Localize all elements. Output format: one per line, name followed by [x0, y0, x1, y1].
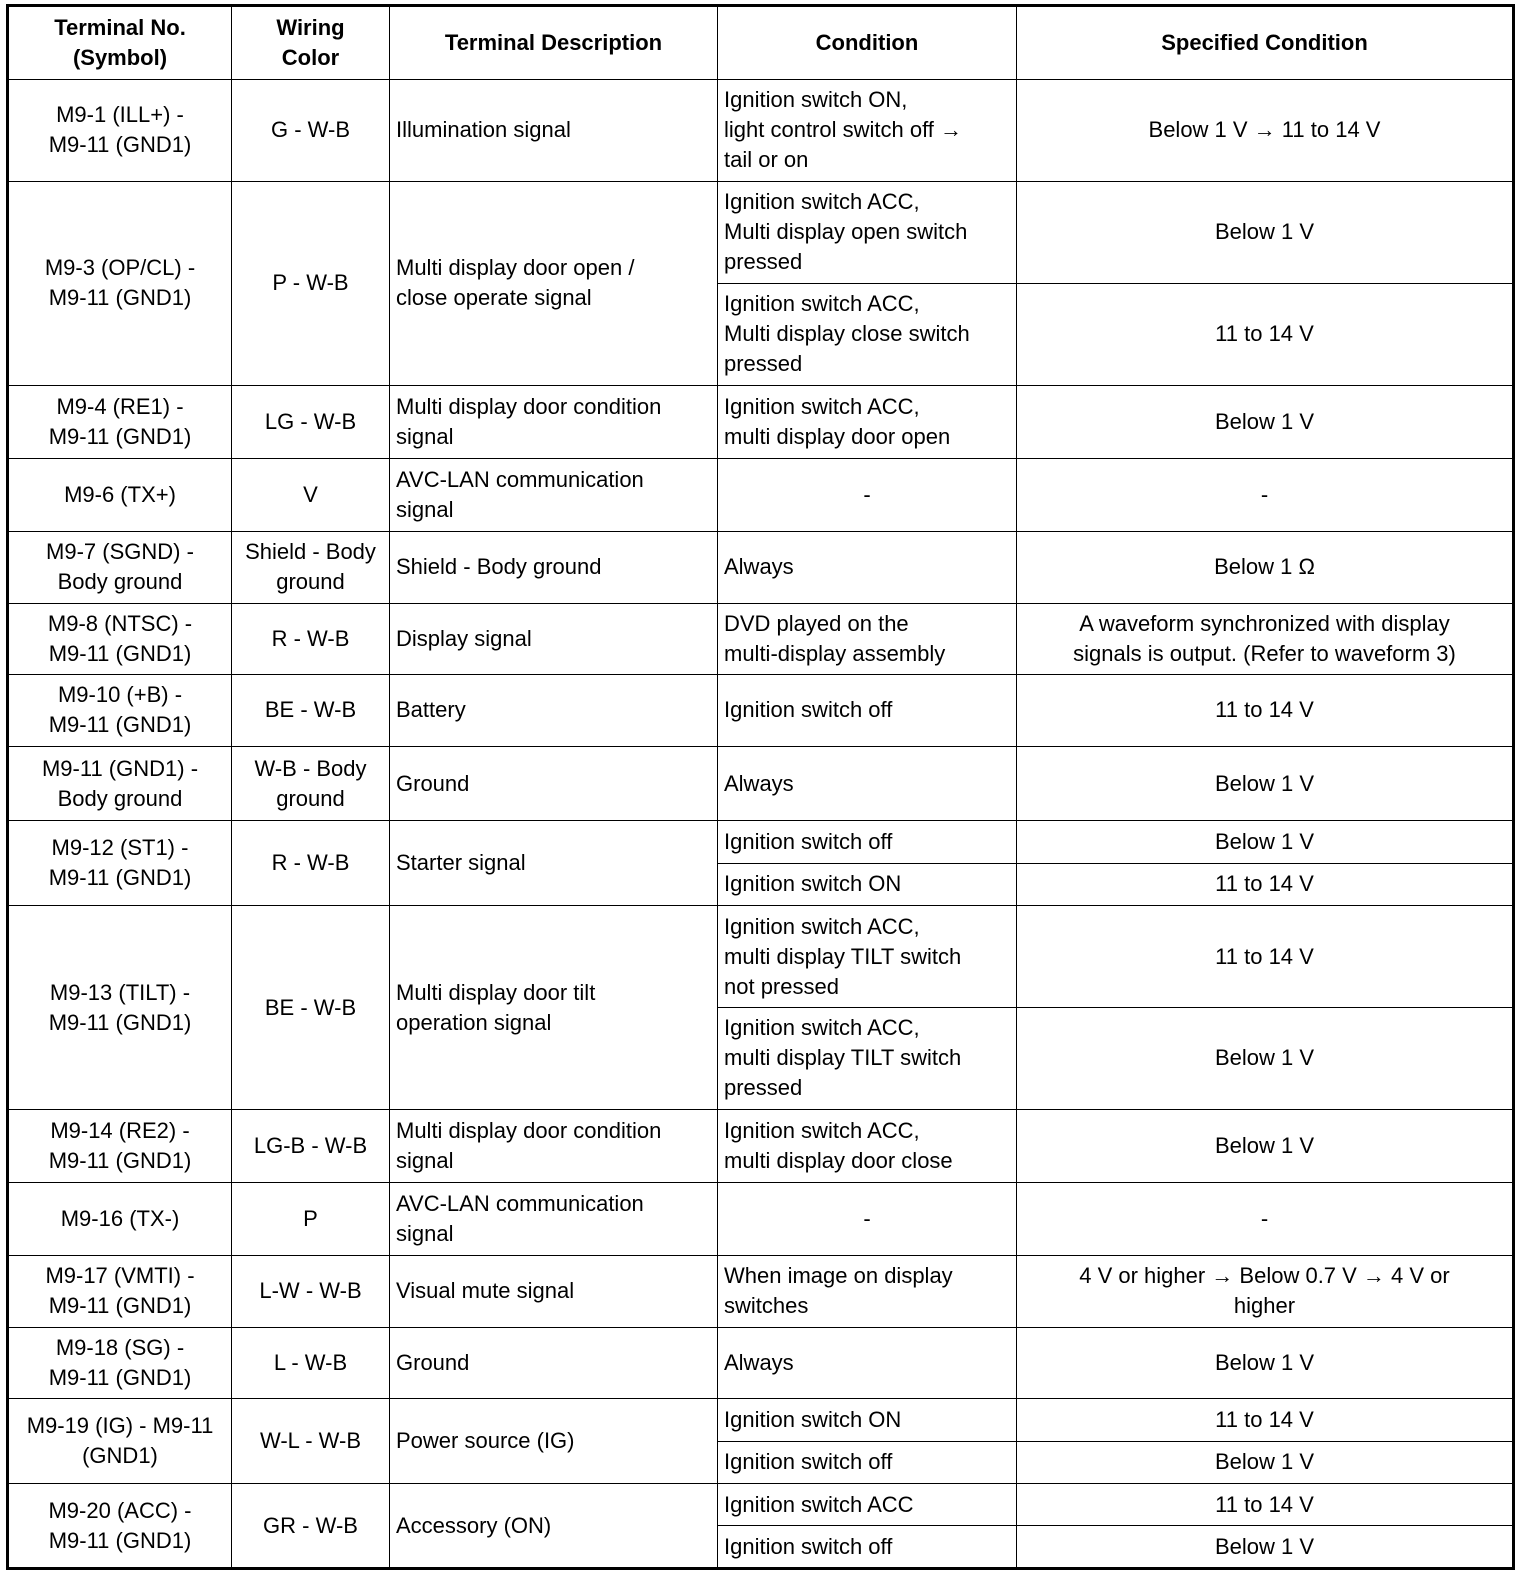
terminal-description-cell: Shield - Body ground	[390, 531, 718, 603]
terminal-description-cell: Multi display door condition signal	[390, 1109, 718, 1182]
header-condition: Condition	[718, 6, 1017, 80]
table-row	[8, 1484, 1514, 1526]
terminal-cell: M9-8 (NTSC) - M9-11 (GND1)	[8, 603, 232, 675]
specified-condition-cell: Below 1 V	[1017, 1327, 1514, 1399]
condition-cell: Ignition switch off	[718, 675, 1017, 747]
terminal-description-cell: Ground	[390, 1327, 718, 1399]
terminal-cell: M9-7 (SGND) - Body ground	[8, 531, 232, 603]
table-row	[8, 459, 1514, 532]
specified-condition-cell: 11 to 14 V	[1017, 675, 1514, 747]
specified-condition-cell: 4 V or higher → Below 0.7 V → 4 V or higher	[1017, 1256, 1514, 1328]
terminal-cell: M9-18 (SG) - M9-11 (GND1)	[8, 1327, 232, 1399]
condition-cell: Ignition switch ON	[718, 1399, 1017, 1441]
condition-cell: Always	[718, 746, 1017, 821]
table-body	[8, 80, 1514, 1569]
specified-condition-cell: Below 1 V	[1017, 1441, 1514, 1483]
terminal-cell: M9-6 (TX+)	[8, 459, 232, 532]
specified-condition-cell: 11 to 14 V	[1017, 1484, 1514, 1526]
terminal-description-cell: Starter signal	[390, 821, 718, 906]
specified-condition-cell: Below 1 V	[1017, 1526, 1514, 1569]
condition-cell: Ignition switch off	[718, 821, 1017, 863]
table-row	[8, 531, 1514, 603]
condition-cell: DVD played on the multi-display assembly	[718, 603, 1017, 675]
wiring-color-cell: BE - W-B	[232, 675, 390, 747]
condition-cell: Always	[718, 531, 1017, 603]
table-row	[8, 1399, 1514, 1441]
wiring-color-cell: G - W-B	[232, 80, 390, 182]
header-row	[8, 6, 1514, 80]
terminal-description-cell: Multi display door tilt operation signal	[390, 906, 718, 1110]
terminal-cell: M9-1 (ILL+) - M9-11 (GND1)	[8, 80, 232, 182]
terminal-cell: M9-17 (VMTI) - M9-11 (GND1)	[8, 1256, 232, 1328]
condition-cell: Ignition switch ACC, multi display door close	[718, 1109, 1017, 1182]
specified-condition-cell: 11 to 14 V	[1017, 906, 1514, 1008]
condition-cell: Ignition switch ACC, multi display TILT switch pressed	[718, 1008, 1017, 1110]
specified-condition-cell: Below 1 V	[1017, 821, 1514, 863]
specified-condition-cell: 11 to 14 V	[1017, 863, 1514, 905]
condition-cell: Ignition switch ON	[718, 863, 1017, 905]
wiring-color-cell: R - W-B	[232, 603, 390, 675]
condition-cell: Always	[718, 1327, 1017, 1399]
terminal-cell: M9-12 (ST1) - M9-11 (GND1)	[8, 821, 232, 906]
wiring-color-cell: P - W-B	[232, 181, 390, 385]
table-row	[8, 1109, 1514, 1182]
terminal-description-cell: Battery	[390, 675, 718, 747]
condition-cell: Ignition switch ACC, multi display door open	[718, 385, 1017, 459]
wiring-color-cell: W-L - W-B	[232, 1399, 390, 1484]
table-row	[8, 80, 1514, 182]
terminal-description-cell: Ground	[390, 746, 718, 821]
terminal-description-cell: AVC-LAN communication signal	[390, 1182, 718, 1256]
specified-condition-cell: Below 1 Ω	[1017, 531, 1514, 603]
wiring-color-cell: BE - W-B	[232, 906, 390, 1110]
specified-condition-cell: 11 to 14 V	[1017, 1399, 1514, 1441]
terminal-cell: M9-10 (+B) - M9-11 (GND1)	[8, 675, 232, 747]
terminal-cell: M9-20 (ACC) - M9-11 (GND1)	[8, 1484, 232, 1569]
specified-condition-cell: 11 to 14 V	[1017, 283, 1514, 385]
wiring-color-cell: V	[232, 459, 390, 532]
specified-condition-cell: A waveform synchronized with display signals is output. (Refer to waveform 3)	[1017, 603, 1514, 675]
condition-cell: Ignition switch off	[718, 1526, 1017, 1569]
header-wiring-color: Wiring Color	[232, 6, 390, 80]
condition-cell: Ignition switch ACC, Multi display open switch pressed	[718, 181, 1017, 283]
table-row	[8, 1327, 1514, 1399]
header-terminal-description: Terminal Description	[390, 6, 718, 80]
terminal-cell: M9-13 (TILT) - M9-11 (GND1)	[8, 906, 232, 1110]
terminal-description-cell: AVC-LAN communication signal	[390, 459, 718, 532]
terminal-description-cell: Illumination signal	[390, 80, 718, 182]
wiring-color-cell: LG-B - W-B	[232, 1109, 390, 1182]
specified-condition-cell: -	[1017, 459, 1514, 532]
condition-cell: Ignition switch ON, light control switch off → tail or on	[718, 80, 1017, 182]
terminal-description-cell: Display signal	[390, 603, 718, 675]
condition-cell: When image on display switches	[718, 1256, 1017, 1328]
terminal-description-cell: Accessory (ON)	[390, 1484, 718, 1569]
condition-cell: Ignition switch ACC	[718, 1484, 1017, 1526]
table-row	[8, 603, 1514, 675]
terminal-cell: M9-3 (OP/CL) - M9-11 (GND1)	[8, 181, 232, 385]
table-row	[8, 1256, 1514, 1328]
table-row	[8, 675, 1514, 747]
table-row	[8, 1182, 1514, 1256]
table-row	[8, 821, 1514, 863]
header-specified-condition: Specified Condition	[1017, 6, 1514, 80]
specified-condition-cell: -	[1017, 1182, 1514, 1256]
terminal-cell: M9-14 (RE2) - M9-11 (GND1)	[8, 1109, 232, 1182]
terminal-cell: M9-4 (RE1) - M9-11 (GND1)	[8, 385, 232, 459]
terminal-description-cell: Power source (IG)	[390, 1399, 718, 1484]
terminal-description-cell: Multi display door condition signal	[390, 385, 718, 459]
condition-cell: Ignition switch off	[718, 1441, 1017, 1483]
specified-condition-cell: Below 1 V	[1017, 385, 1514, 459]
wiring-color-cell: GR - W-B	[232, 1484, 390, 1569]
header-terminal: Terminal No. (Symbol)	[8, 6, 232, 80]
condition-cell: -	[718, 1182, 1017, 1256]
terminal-cell: M9-11 (GND1) - Body ground	[8, 746, 232, 821]
wiring-color-cell: P	[232, 1182, 390, 1256]
specified-condition-cell: Below 1 V	[1017, 1008, 1514, 1110]
wiring-color-cell: R - W-B	[232, 821, 390, 906]
specified-condition-cell: Below 1 V	[1017, 181, 1514, 283]
wiring-color-cell: L - W-B	[232, 1327, 390, 1399]
terminal-description-cell: Visual mute signal	[390, 1256, 718, 1328]
specified-condition-cell: Below 1 V	[1017, 1109, 1514, 1182]
table-row	[8, 906, 1514, 1008]
wiring-color-cell: Shield - Body ground	[232, 531, 390, 603]
wiring-color-cell: LG - W-B	[232, 385, 390, 459]
condition-cell: -	[718, 459, 1017, 532]
condition-cell: Ignition switch ACC, Multi display close switch pressed	[718, 283, 1017, 385]
wiring-color-cell: W-B - Body ground	[232, 746, 390, 821]
terminal-description-cell: Multi display door open / close operate signal	[390, 181, 718, 385]
specified-condition-cell: Below 1 V	[1017, 746, 1514, 821]
condition-cell: Ignition switch ACC, multi display TILT switch not pressed	[718, 906, 1017, 1008]
terminal-cell: M9-16 (TX-)	[8, 1182, 232, 1256]
table-row	[8, 385, 1514, 459]
specified-condition-cell: Below 1 V → 11 to 14 V	[1017, 80, 1514, 182]
table-row	[8, 746, 1514, 821]
terminal-spec-table	[6, 4, 1515, 1570]
terminal-cell: M9-19 (IG) - M9-11 (GND1)	[8, 1399, 232, 1484]
wiring-color-cell: L-W - W-B	[232, 1256, 390, 1328]
table-row	[8, 181, 1514, 283]
